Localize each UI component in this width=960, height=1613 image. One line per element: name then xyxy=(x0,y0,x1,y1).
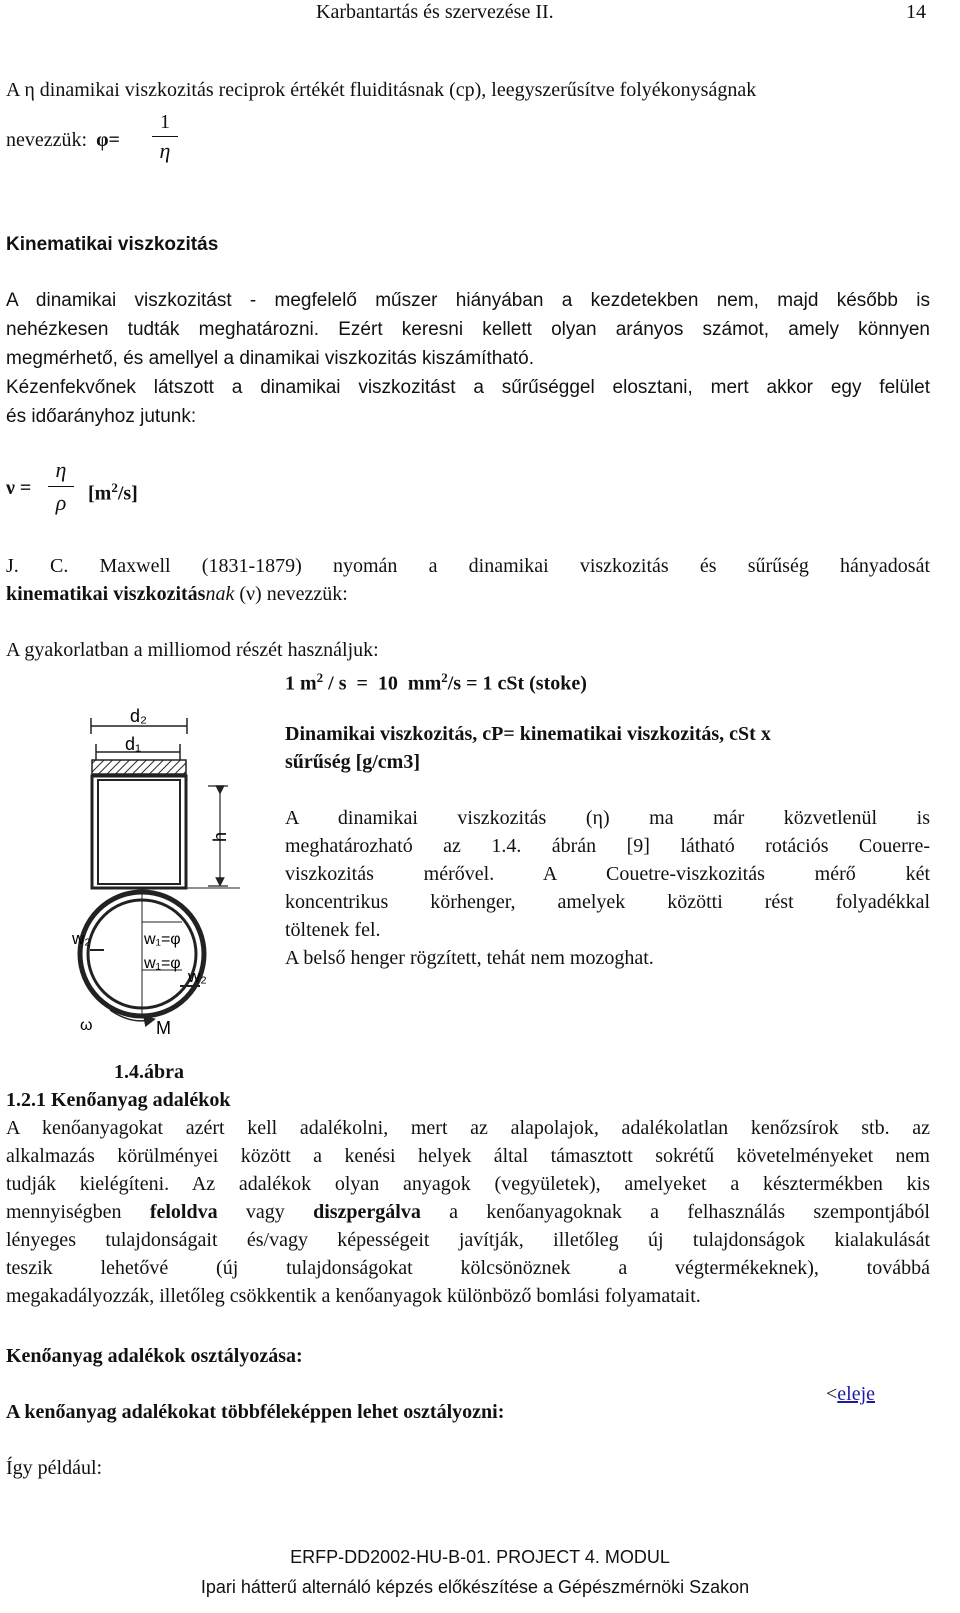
paragraph-line: meghatározható az 1.4. ábrán [9] látható rotációs Couerre- xyxy=(285,835,930,857)
footer-project: ERFP-DD2002-HU-B-01. PROJECT 4. MODUL xyxy=(290,1547,670,1567)
example-text: Így például: xyxy=(6,1457,103,1479)
dynamic-viscosity-formula-2: sűrűség [g/cm3] xyxy=(285,751,420,773)
nu-unit xyxy=(88,474,138,508)
practice-text: A gyakorlatban a milliomod részét használjuk: xyxy=(6,639,379,661)
paragraph-line: töltenek fel. xyxy=(285,919,381,941)
conversion-part: / s = 10 mm xyxy=(323,672,442,695)
paragraph-line: Kézenfekvőnek látszott a dinamikai viszkozitást a sűrűséggel elosztani, mert akkor egy felület xyxy=(6,377,930,398)
paragraph-line: A dinamikai viszkozitás (η) ma már közvetlenül is xyxy=(285,807,930,829)
kinematic-term-suffix: nak xyxy=(205,583,235,605)
text-run: vagy xyxy=(217,1201,314,1223)
paragraph-line: alkalmazás körülményei között a kenési helyek által támasztott sokrétű követelményeket nem xyxy=(6,1145,930,1167)
hatched-cap xyxy=(92,760,186,774)
unit-text: [m xyxy=(88,482,112,505)
term-feloldva: feloldva xyxy=(149,1201,218,1223)
back-prefix: < xyxy=(826,1383,838,1405)
unit-conversion xyxy=(285,664,587,698)
maxwell-rest: (ν) nevezzük: xyxy=(234,583,348,605)
paragraph-line: A kenőanyagokat azért kell adalékolni, mert az alapolajok, adalékolatlan kenőzsírok stb. az xyxy=(6,1117,930,1139)
fluidity-label: nevezzük: xyxy=(6,129,88,151)
paragraph-line: A dinamikai viszkozitást - megfelelő műszer hiányában a kezdetekben nem, majd később is xyxy=(6,290,930,311)
running-header-title: Karbantartás és szervezése II. xyxy=(316,1,554,23)
unit-text: /s] xyxy=(117,482,138,505)
nu-fraction xyxy=(46,456,76,517)
text-run: a kenőanyagoknak a felhasználás szempontjából xyxy=(420,1201,930,1223)
unit-exponent: 2 xyxy=(111,480,118,495)
nu-numerator: η xyxy=(55,457,67,482)
paragraph-line: A belső henger rögzített, tehát nem mozoghat. xyxy=(285,947,654,969)
footer xyxy=(0,1544,960,1600)
paragraph-line: és időarányhoz jutunk: xyxy=(6,406,197,427)
kinematic-paragraph-1 xyxy=(6,286,930,431)
back-to-top-link[interactable]: eleje xyxy=(837,1383,876,1405)
fluidity-numerator: 1 xyxy=(160,111,170,133)
maxwell-line-2 xyxy=(6,580,348,608)
additives-paragraph xyxy=(6,1114,930,1310)
label-w1-bottom: w₁=φ xyxy=(144,955,181,972)
text-run: mennyiségben xyxy=(6,1201,150,1223)
fluidity-fraction xyxy=(150,108,180,165)
nu-denominator: ρ xyxy=(55,490,67,515)
kinematic-term: kinematikai viszkozitás xyxy=(6,583,206,605)
nu-lhs: ν = xyxy=(6,477,32,499)
label-M: M xyxy=(156,1018,171,1038)
section-heading-additives: 1.2.1 Kenőanyag adalékok xyxy=(6,1089,231,1111)
paragraph-line: viszkozitás mérővel. A Couetre-viszkozitás mérő két xyxy=(285,863,930,885)
section-heading-kinematic: Kinematikai viszkozitás xyxy=(6,234,219,255)
inner-cylinder xyxy=(98,780,180,884)
fluidity-denominator: η xyxy=(159,138,171,163)
fluidity-paragraph: A η dinamikai viszkozitás reciprok értékét fluiditásnak (cp), leegyszerűsítve folyékonyságnak xyxy=(6,79,757,101)
paragraph-line: tudják kielégíteni. Az adalékok olyan anyagok (vegyületek), amelyeket a késztermékben kis xyxy=(6,1173,930,1195)
label-w1-top: w₁=φ xyxy=(144,931,181,948)
fluidity-definition xyxy=(6,126,120,154)
conversion-exponent: 2 xyxy=(441,670,448,685)
classification-heading: Kenőanyag adalékok osztályozása: xyxy=(6,1345,303,1367)
conversion-part: /s = 1 cSt (stoke) xyxy=(447,672,587,695)
figure-caption: 1.4.ábra xyxy=(114,1061,184,1083)
label-omega: ω xyxy=(80,1017,93,1034)
classification-subheading: A kenőanyag adalékokat többféleképpen lehet osztályozni: xyxy=(6,1401,505,1423)
label-d2: d₂ xyxy=(130,706,147,726)
back-to-top[interactable] xyxy=(826,1380,875,1408)
footer-program: Ipari hátterű alternáló képzés előkészítése a Gépészmérnöki Szakon xyxy=(200,1577,750,1597)
conversion-part: 1 m xyxy=(285,672,317,695)
couette-viscometer-figure xyxy=(70,700,270,1040)
couette-paragraph xyxy=(285,804,930,972)
label-h: h xyxy=(210,831,230,842)
paragraph-line: koncentrikus körhenger, amelyek közötti rést folyadékkal xyxy=(285,891,930,913)
paragraph-line: nehézkesen tudták meghatározni. Ezért keresni kellett olyan arányos számot, amely könnyen xyxy=(6,319,930,340)
paragraph-line: teszik lehetővé (új tulajdonságokat kölcsönöznek a végtermékeknek), továbbá xyxy=(6,1257,930,1279)
label-d1: d₁ xyxy=(125,734,142,754)
paragraph-line: megakadályozzák, illetőleg csökkentik a kenőanyagok különböző bomlási folyamatait. xyxy=(6,1285,701,1307)
term-diszpergalva: diszpergálva xyxy=(313,1201,421,1223)
conversion-exponent: 2 xyxy=(316,670,324,685)
dynamic-viscosity-formula-1: Dinamikai viszkozitás, cP= kinematikai viszkozitás, cSt x xyxy=(285,723,771,745)
label-w2-left: w₂ xyxy=(72,929,91,948)
page-number: 14 xyxy=(906,1,926,23)
paragraph-line: megmérhető, és amellyel a dinamikai viszkozitás kiszámítható. xyxy=(6,348,534,369)
fraction-bar xyxy=(48,486,74,487)
label-w2-right: w₂ xyxy=(188,967,207,986)
paragraph-line: lényeges tulajdonságait és/vagy képességeit javítják, illetőleg új tulajdonságok kialakulását xyxy=(6,1229,930,1251)
outer-cylinder xyxy=(92,776,186,888)
maxwell-line-1: J. C. Maxwell (1831-1879) nyomán a dinamikai viszkozitás és sűrűség hányadosát xyxy=(6,555,930,577)
paragraph-line xyxy=(6,1198,930,1226)
phi-symbol: φ= xyxy=(96,129,120,151)
